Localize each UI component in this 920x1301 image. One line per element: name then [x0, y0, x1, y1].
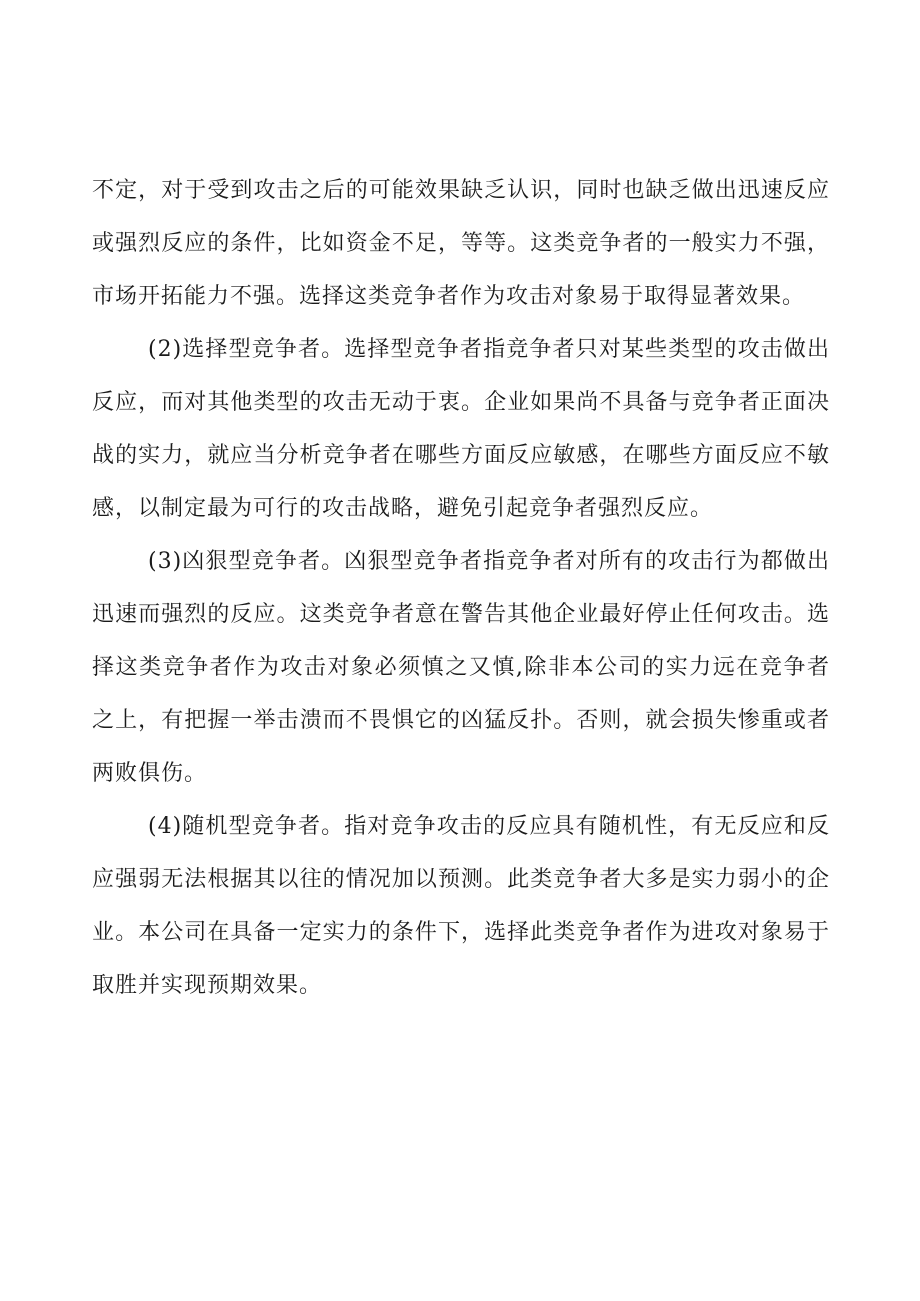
- paragraph-continuation: 不定，对于受到攻击之后的可能效果缺乏认识，同时也缺乏做出迅速反应或强烈反应的条件，比如资金不足，等等。这类竞争者的一般实力不强，市场开拓能力不强。选择这类竞争者作为攻击对象易于取得显著效果。: [92, 178, 830, 309]
- paragraph-random-competitor: (4)随机型竞争者。指对竞争攻击的反应具有随机性，有无反应和反应强弱无法根据其以往的情况加以预测。此类竞争者大多是实力弱小的企业。本公司在具备一定实力的条件下，选择此类竞争者作为进攻对象易于取胜并实现预期效果。: [92, 814, 830, 998]
- paragraph-selective-competitor: (2)选择型竞争者。选择型竞争者指竞争者只对某些类型的攻击做出反应，而对其他类型的攻击无动于衷。企业如果尚不具备与竞争者正面决战的实力，就应当分析竞争者在哪些方面反应敏感，在哪些方面反应不敏感，以制定最为可行的攻击战略，避免引起竞争者强烈反应。: [92, 337, 830, 521]
- document-body: [92, 164, 830, 1012]
- paragraph-fierce-competitor: (3)凶狠型竞争者。凶狠型竞争者指竞争者对所有的攻击行为都做出迅速而强烈的反应。这类竞争者意在警告其他企业最好停止任何攻击。选择这类竞争者作为攻击对象必须慎之又慎,除非本公司的实力远在竞争者之上，有把握一举击溃而不畏惧它的凶猛反扑。否则，就会损失惨重或者两败俱伤。: [92, 549, 830, 786]
